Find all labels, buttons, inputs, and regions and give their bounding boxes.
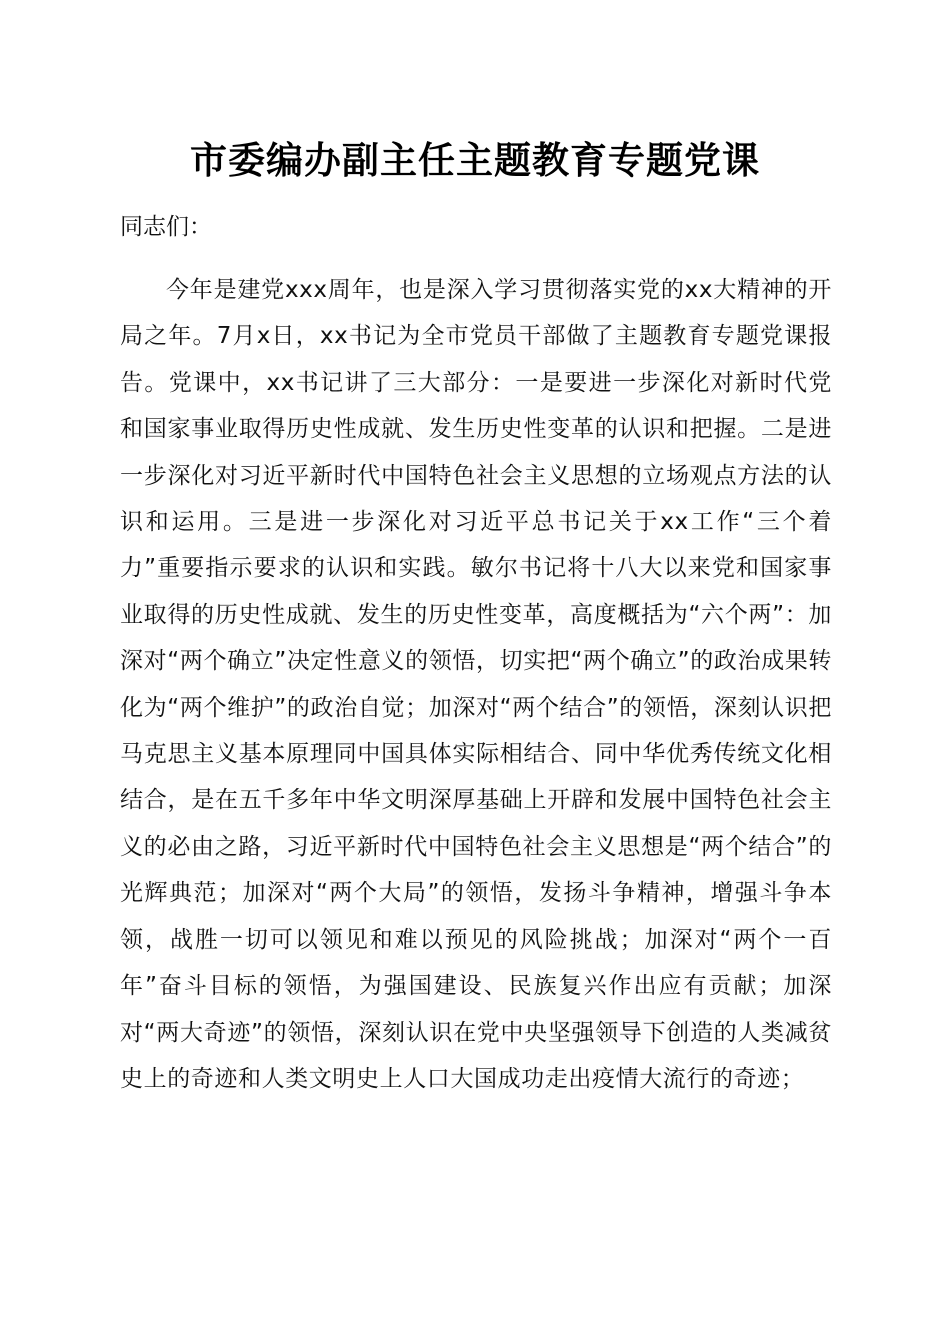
document-title: 市委编办副主任主题教育专题党课 — [190, 138, 760, 182]
body-paragraph: 今年是建党xxx周年，也是深入学习贯彻落实党的xx大精神的开局之年。7月x日，xx书记为全市党员干部做了主题教育专题党课报告。党课中，xx书记讲了三大部分：一是要进一步深化对新时代党和国家事业取得历史性成就、发生历史性变革的认识和把握。二是进一步深化对习近平新时代中国特色社会主义思想的立场观点方法的认识和运用。三是进一步深化对习近平总书记关于xx工作“三个着力”重要指示要求的认识和实践。敏尔书记将十八大以来党和国家事业取得的历史性成就、发生的历史性变革，高度概括为“六个两”：加深对“两个确立”决定性意义的领悟，切实把“两个确立”的政治成果转化为“两个维护”的政治自觉；加深对“两个结合”的领悟，深刻认识把马克思主义基本原理同中国具体实际相结合、同中华优秀传统文化相结合，是在五千多年中华文明深厚基础上开辟和发展中国特色社会主义的必由之路，习近平新时代中国特色社会主义思想是“两个结合”的光辉典范；加深对“两个大局”的领悟，发扬斗争精神，增强斗争本领，战胜一切可以领见和难以预见的风险挑战；加深对“两个一百年”奋斗目标的领悟，为强国建设、民族复兴作出应有贡献；加深对“两大奇迹”的领悟，深刻认识在党中央坚强领导下创造的人类减贫史上的奇迹和人类文明史上人口大国成功走出疫情大流行的奇迹； — [120, 277, 832, 1092]
salutation: 同志们： — [120, 214, 212, 240]
